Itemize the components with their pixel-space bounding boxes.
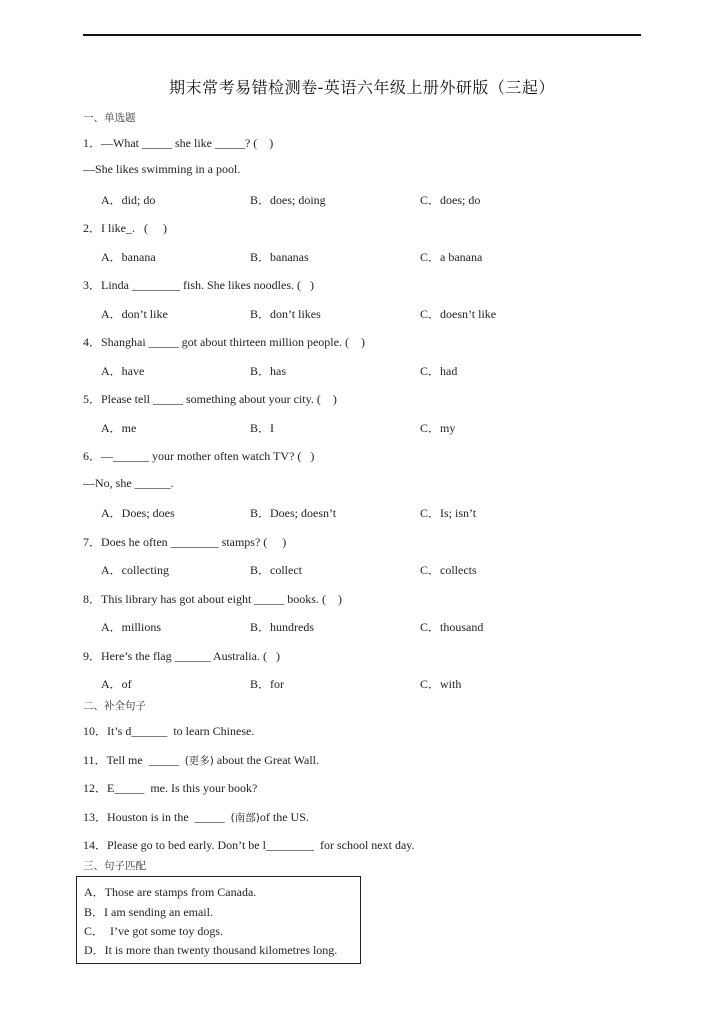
q7-option-b[interactable]: B．collect xyxy=(250,563,302,577)
question-1-answer-line: —She likes swimming in a pool. xyxy=(83,162,241,176)
match-option-a: A．Those are stamps from Canada. xyxy=(84,885,257,899)
q4-option-c[interactable]: C．had xyxy=(420,364,458,378)
q2-option-b[interactable]: B．bananas xyxy=(250,250,309,264)
section-heading-single-choice: 一、单选题 xyxy=(83,112,136,124)
question-9: 9．Here’s the flag ______ Australia. ( ) xyxy=(83,649,280,663)
match-option-b: B．I am sending an email. xyxy=(84,905,213,919)
q8-option-a[interactable]: A．millions xyxy=(101,620,162,634)
q2-option-c[interactable]: C．a banana xyxy=(420,250,483,264)
q3-option-b[interactable]: B．don’t likes xyxy=(250,307,321,321)
fill-question-12 xyxy=(83,779,257,796)
fill-11-text: 11．Tell me _____ xyxy=(83,753,185,767)
q7-option-c[interactable]: C．collects xyxy=(420,563,477,577)
fill-question-13 xyxy=(83,808,309,825)
q4-option-a[interactable]: A．have xyxy=(101,364,145,378)
q4-option-b[interactable]: B．has xyxy=(250,364,287,378)
section-heading-complete-sentences: 二、补全句子 xyxy=(83,700,146,712)
fill-question-10 xyxy=(83,722,254,739)
q6-option-b[interactable]: B．Does; doesn’t xyxy=(250,506,337,520)
fill-question-11 xyxy=(83,751,319,768)
q1-option-c[interactable]: C．does; do xyxy=(420,193,481,207)
q6-option-a[interactable]: A．Does; does xyxy=(101,506,175,520)
fill-11-text-end: about the Great Wall. xyxy=(213,753,320,767)
header-rule xyxy=(83,34,641,36)
q1-option-b[interactable]: B．does; doing xyxy=(250,193,326,207)
question-6: 6．—______ your mother often watch TV? ( ) xyxy=(83,449,315,463)
page-title: 期末常考易错检测卷-英语六年级上册外研版（三起） xyxy=(169,78,555,97)
question-6-answer-line: —No, she ______. xyxy=(83,476,174,490)
fill-13-text-end: of the US. xyxy=(259,810,309,824)
q8-option-c[interactable]: C．thousand xyxy=(420,620,484,634)
question-7: 7．Does he often ________ stamps? ( ) xyxy=(83,535,287,549)
q9-option-b[interactable]: B．for xyxy=(250,677,284,691)
fill-13-text: 13．Houston is in the _____ xyxy=(83,810,231,824)
question-4: 4．Shanghai _____ got about thirteen million people. ( ) xyxy=(83,335,365,349)
q5-option-a[interactable]: A．me xyxy=(101,421,137,435)
q3-option-c[interactable]: C．doesn’t like xyxy=(420,307,497,321)
question-2: 2．I like_. ( ) xyxy=(83,221,167,235)
section-heading-sentence-matching: 三、句子匹配 xyxy=(83,860,146,872)
fill-12-text: 12．E_____ me. Is this your book? xyxy=(83,781,258,795)
question-5: 5．Please tell _____ something about your city. ( ) xyxy=(83,392,337,406)
q5-option-c[interactable]: C．my xyxy=(420,421,456,435)
fill-question-14 xyxy=(83,836,415,853)
q9-option-c[interactable]: C．with xyxy=(420,677,462,691)
match-option-c: C． I’ve got some toy dogs. xyxy=(84,924,223,938)
q8-option-b[interactable]: B．hundreds xyxy=(250,620,314,634)
question-1: 1．—What _____ she like _____? ( ) xyxy=(83,136,274,150)
fill-11-hint: (更多) xyxy=(184,755,214,767)
q9-option-a[interactable]: A．of xyxy=(101,677,132,691)
q1-option-a[interactable]: A．did; do xyxy=(101,193,156,207)
q6-option-c[interactable]: C．Is; isn’t xyxy=(420,506,477,520)
fill-10-text: 10．It’s d______ to learn Chinese. xyxy=(83,724,255,738)
fill-14-text: 14．Please go to bed early. Don’t be l________ for school next day. xyxy=(83,838,415,852)
q2-option-a[interactable]: A．banana xyxy=(101,250,156,264)
question-8: 8．This library has got about eight _____ books. ( ) xyxy=(83,592,342,606)
fill-13-hint: (南部) xyxy=(230,812,260,824)
question-3: 3．Linda ________ fish. She likes noodles. ( ) xyxy=(83,278,314,292)
q3-option-a[interactable]: A．don’t like xyxy=(101,307,168,321)
matching-options-box xyxy=(76,876,361,964)
q5-option-b[interactable]: B．I xyxy=(250,421,275,435)
q7-option-a[interactable]: A．collecting xyxy=(101,563,169,577)
match-option-d: D．It is more than twenty thousand kilometres long. xyxy=(84,943,338,957)
